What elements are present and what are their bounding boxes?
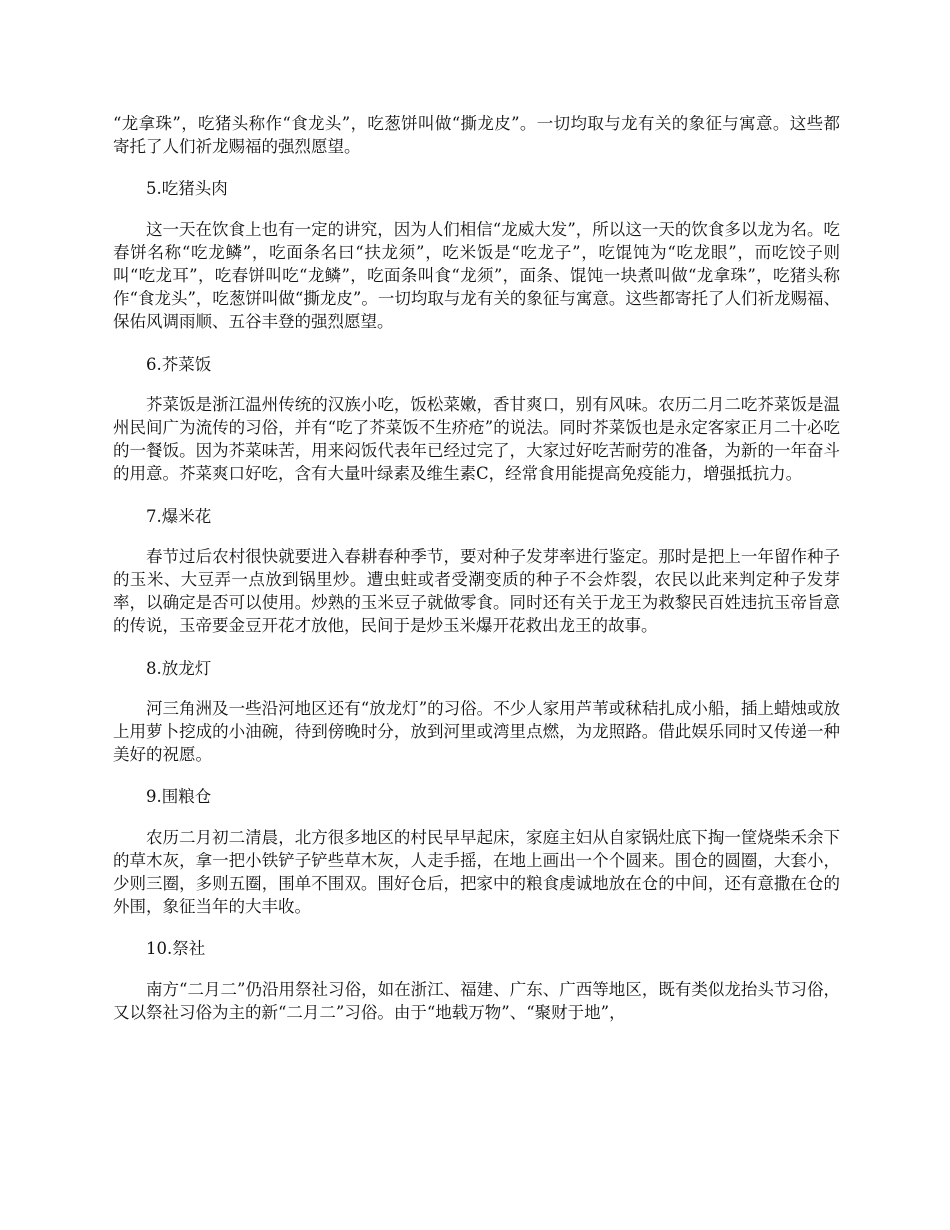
section-heading: 5.吃猪头肉 [146,179,228,199]
paragraph: 农历二月初二清晨，北方很多地区的村民早早起床，家庭主妇从自家锅灶底下掏一筐烧柴禾余下的草木灰，拿一把小铁铲子铲些草木灰，人走手摇，在地上画出一个个圆来。围仓的圆圈，大套小，少则三圈，多则五圈，围单不围双。围好仓后，把家中的粮食虔诚地放在仓的中间，还有意撒在仓的外围，象征当年的大丰收。 [113,827,840,917]
section-heading: 8.放龙灯 [146,658,212,678]
section-heading: 9.围粮仓 [146,787,212,807]
paragraph: 南方“二月二”仍沿用祭社习俗，如在浙江、福建、广东、广西等地区，既有类似龙抬头节习俗，又以祭社习俗为主的新“二月二”习俗。由于“地载万物”、“聚财于地”， [113,979,840,1022]
paragraph: 这一天在饮食上也有一定的讲究，因为人们相信“龙威大发”，所以这一天的饮食多以龙为名。吃春饼名称“吃龙鳞”，吃面条名曰“扶龙须”，吃米饭是“吃龙子”，吃馄饨为“吃龙眼”，而吃饺子则叫“吃龙耳”，吃春饼叫吃“龙鳞”，吃面条叫食“龙须”，面条、馄饨一块煮叫做“龙拿珠”，吃猪头称作“食龙头”，吃葱饼叫做“撕龙皮”。一切均取与龙有关的象征与寓意。这些都寄托了人们祈龙赐福、保佑风调雨顺、五谷丰登的强烈愿望。 [113,219,840,332]
paragraph: “龙拿珠”，吃猪头称作“食龙头”，吃葱饼叫做“撕龙皮”。一切均取与龙有关的象征与寓意。这些都寄托了人们祈龙赐福的强烈愿望。 [113,114,840,157]
section-heading: 10.祭社 [146,939,206,959]
paragraph: 芥菜饭是浙江温州传统的汉族小吃，饭松菜嫩，香甘爽口，别有风味。农历二月二吃芥菜饭是温州民间广为流传的习俗，并有“吃了芥菜饭不生疥疮”的说法。同时芥菜饭也是永定客家正月二十必吃的一餐饭。因为芥菜味苦，用来闷饭代表年已经过完了，大家过好吃苦耐劳的准备，为新的一年奋斗的用意。芥菜爽口好吃，含有大量叶绿素及维生素C，经常食用能提高免疫能力，增强抵抗力。 [113,394,840,484]
paragraph: 河三角洲及一些沿河地区还有“放龙灯”的习俗。不少人家用芦苇或秫秸扎成小船，插上蜡烛或放上用萝卜挖成的小油碗，待到傍晚时分，放到河里或湾里点燃，为龙照路。借此娱乐同时又传递一种美好的祝愿。 [113,698,840,765]
section-heading: 7.爆米花 [146,506,212,526]
paragraph: 春节过后农村很快就要进入春耕春种季节，要对种子发芽率进行鉴定。那时是把上一年留作种子的玉米、大豆弄一点放到锅里炒。遭虫蛀或者受潮变质的种子不会炸裂，农民以此来判定种子发芽率，以确定是否可以使用。炒熟的玉米豆子就做零食。同时还有关于龙王为救黎民百姓违抗玉帝旨意的传说，玉帝要金豆开花才放他，民间于是炒玉米爆开花救出龙王的故事。 [113,546,840,636]
section-heading: 6.芥菜饭 [146,354,212,374]
document-page [113,112,840,1043]
